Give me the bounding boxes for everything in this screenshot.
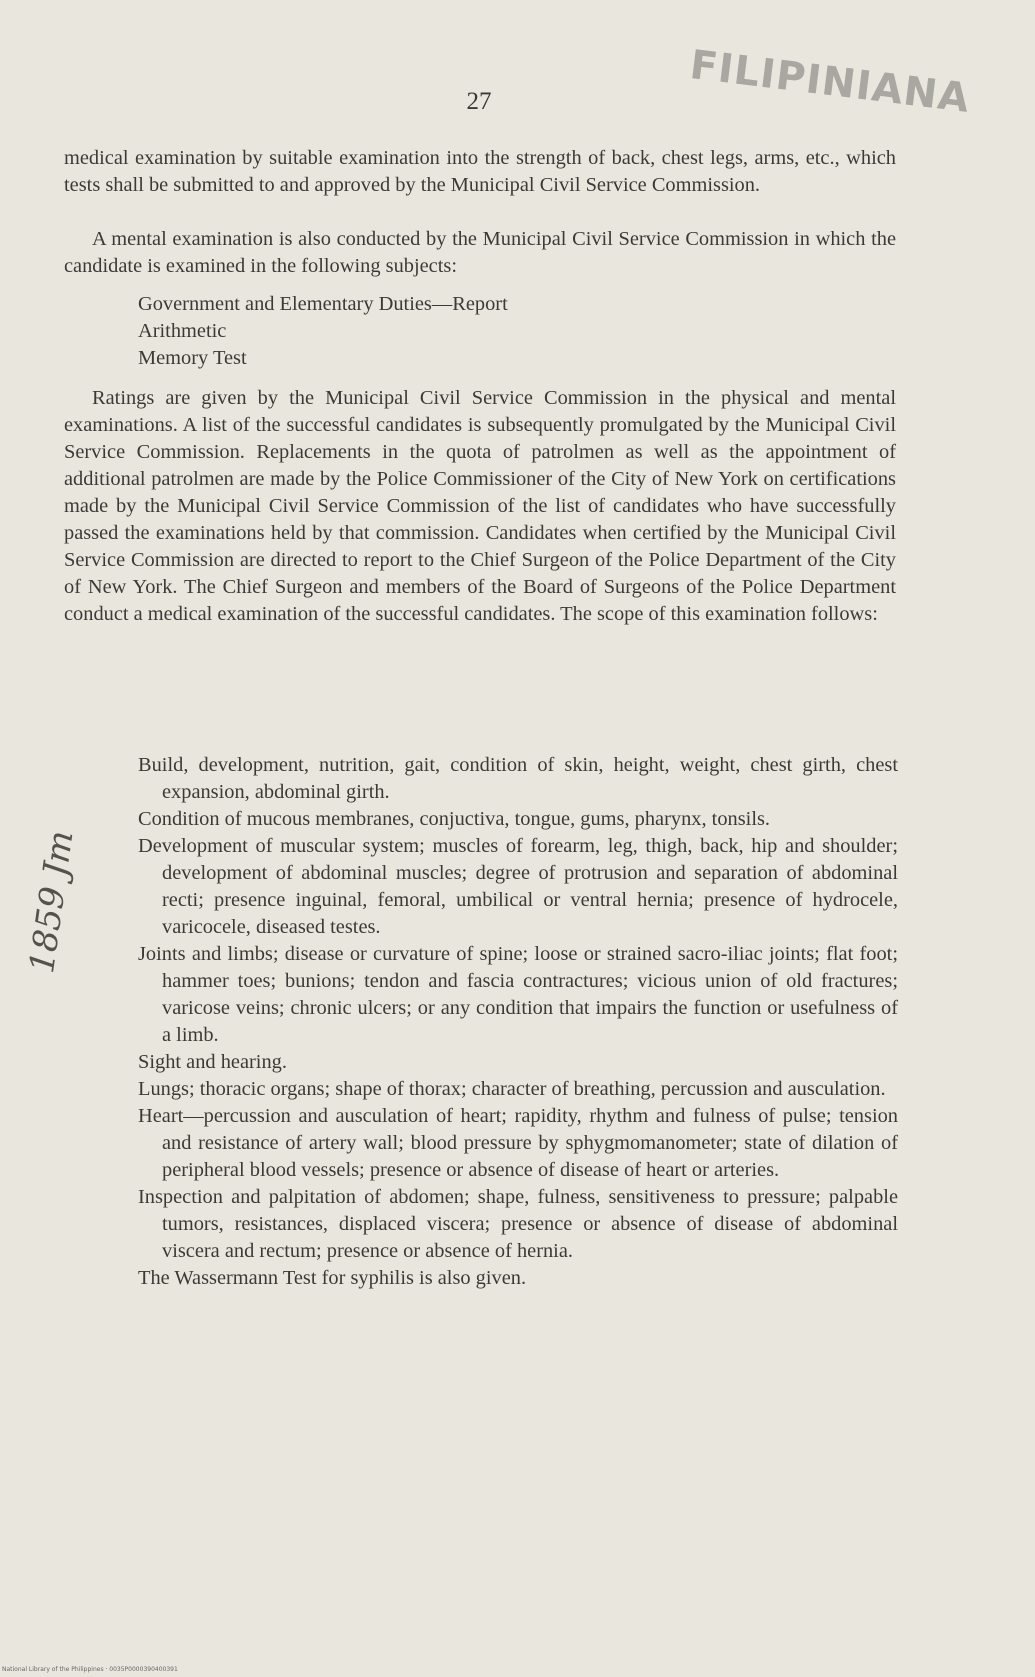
paragraph-ratings: Ratings are given by the Municipal Civil Service Commission in the physical and mental examinations. A list of the successful candidates is subsequently promulgated by the Municipal Civil Service Commission. Replacements in the quota of patrolmen as well as the appointment of additional patrolmen are made by the Police Commissioner of the City of New York on certifications made by the Municipal Civil Service Commission of the list of candidates who have successfully passed the examinations held by that commission. Candidates when certified by the Municipal Civil Service Commission are directed to report to the Chief Surgeon of the Police Department of the City of New York. The Chief Surgeon and members of the Board of Surgeons of the Police Department conduct a medical examination of the successful candidates. The scope of this examination follows: bbox=[64, 387, 896, 625]
subjects-list bbox=[138, 291, 508, 372]
exam-item: Condition of mucous membranes, conjuctiva, tongue, gums, pharynx, tonsils. bbox=[138, 808, 771, 830]
exam-item: Lungs; thoracic organs; shape of thorax; character of breathing, percussion and ausculation. bbox=[138, 1078, 886, 1100]
medical-exam-list bbox=[138, 752, 898, 1292]
paragraph-physical-tests: medical examination by suitable examination into the strength of back, chest legs, arms, etc., which tests shall be submitted to and approved by the Municipal Civil Service Commission. bbox=[64, 147, 896, 196]
exam-item: The Wassermann Test for syphilis is also given. bbox=[138, 1267, 527, 1289]
exam-item: Joints and limbs; disease or curvature of spine; loose or strained sacro-iliac joints; flat foot; hammer toes; bunions; tendon and fascia contractures; vicious union of old fractures; varicose veins; chronic ulcers; or any condition that impairs the function or usefulness of a limb. bbox=[138, 943, 898, 1046]
page-number: 27 bbox=[466, 88, 492, 115]
handwritten-margin-note: 1859 Jm bbox=[22, 828, 82, 976]
footer-credit: National Library of the Philippines · 0035P0000390400391 bbox=[2, 1666, 178, 1673]
subject-item: Memory Test bbox=[138, 347, 247, 369]
exam-item: Inspection and palpitation of abdomen; shape, fulness, sensitiveness to pressure; palpable tumors, resistances, displaced viscera; presence or absence of disease of abdominal viscera and rectum; presence or absence of hernia. bbox=[138, 1186, 898, 1262]
exam-item: Build, development, nutrition, gait, condition of skin, height, weight, chest girth, chest expansion, abdominal girth. bbox=[138, 754, 898, 803]
subject-item: Arithmetic bbox=[138, 320, 227, 342]
subject-item: Government and Elementary Duties—Report bbox=[138, 293, 508, 315]
paragraph-mental-exam: A mental examination is also conducted by the Municipal Civil Service Commission in which the candidate is examined in the following subjects: bbox=[64, 228, 896, 277]
filipiniana-stamp: FILIPINIANA bbox=[687, 42, 973, 122]
exam-item: Heart—percussion and ausculation of heart; rapidity, rhythm and fulness of pulse; tension and resistance of artery wall; blood pressure by sphygmomanometer; state of dilation of peripheral blood vessels; presence or absence of disease of heart or arteries. bbox=[138, 1105, 898, 1181]
exam-item: Development of muscular system; muscles of forearm, leg, thigh, back, hip and shoulder; development of abdominal muscles; degree of protrusion and separation of abdominal recti; presence inguinal, femoral, umbilical or ventral hernia; presence of hydrocele, varicocele, diseased testes. bbox=[138, 835, 898, 938]
exam-item: Sight and hearing. bbox=[138, 1051, 287, 1073]
